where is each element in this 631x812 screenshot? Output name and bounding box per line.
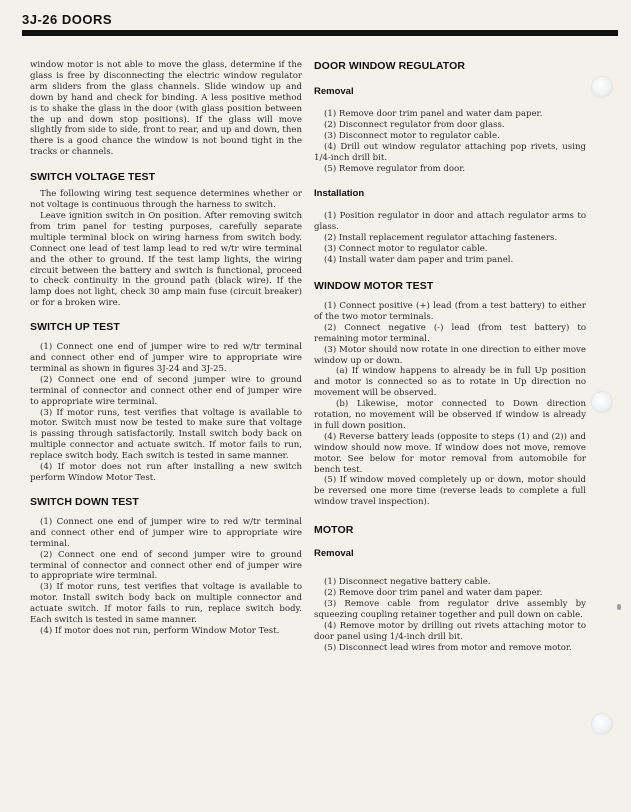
regulator-install-step-4: (4) Install water dam paper and trim panel.	[324, 255, 514, 266]
motor-test-step-3b: (b) Likewise, motor connected to Down direction rotation, no movement will be observed if window is already in full down position.	[314, 399, 586, 431]
regulator-install-heading: Installation	[314, 188, 365, 200]
edge-mark	[617, 604, 621, 610]
motor-test-heading: WINDOW MOTOR TEST	[314, 279, 434, 292]
switch-down-step-3: (3) If motor runs, test verifies that voltage is available to motor. Install switch body back on multiple connector and actuate switch. If motor fails to run, replace switch body. Each switch is tested in same manner.	[30, 582, 302, 626]
motor-removal-heading: Removal	[314, 548, 354, 560]
page-title: 3J-26 DOORS	[22, 12, 113, 27]
switch-up-step-2: (2) Connect one end of second jumper wire to ground terminal of connector and connect other end of jumper wire to appropriate wire terminal.	[30, 374, 302, 407]
motor-removal-step-3: (3) Remove cable from regulator drive assembly by squeezing coupling retainer together and pull down on cable.	[314, 599, 586, 620]
regulator-removal-step-5: (5) Remove regulator from door.	[324, 163, 466, 174]
regulator-install-step-3: (3) Connect motor to regulator cable.	[324, 244, 488, 255]
switch-voltage-heading: SWITCH VOLTAGE TEST	[30, 171, 156, 184]
punch-hole	[592, 77, 612, 97]
switch-up-step-3: (3) If motor runs, test verifies that voltage is available to motor. Switch must now be tested to make sure that voltage is passing through satisfactorily. Install switch body back on multiple connector and actuate switch. If motor fails to run, replace switch body. Each switch is tested in same manner.	[30, 407, 302, 462]
motor-test-step-2: (2) Connect negative (-) lead (from test battery) to remaining motor terminal.	[314, 322, 586, 344]
switch-down-heading: SWITCH DOWN TEST	[30, 495, 139, 508]
motor-removal-step-4: (4) Remove motor by drilling out rivets attaching motor to door panel using 1/4-inch drill bit.	[314, 620, 586, 642]
intro-paragraph: window motor is not able to move the glass, determine if the glass is free by disconnecting the electric window regulator arm sliders from the glass channels. Slide window up and down by hand and check for binding. A less positive method is to shake the glass in the door (with glass position between the up and down stop positions). If the glass will move slightly from side to side, front to rear, and up and down, then there is a good chance the window is not bound tight in the tracks or channels.	[30, 60, 302, 158]
regulator-removal-heading: Removal	[314, 86, 354, 97]
switch-down-step-4: (4) If motor does not run, perform Window Motor Test.	[40, 625, 280, 636]
right-column	[314, 60, 586, 654]
regulator-install-step-2: (2) Install replacement regulator attaching fasteners.	[324, 233, 558, 244]
motor-removal-step-5: (5) Disconnect lead wires from motor and remove motor.	[324, 642, 572, 653]
switch-voltage-p1: The following wiring test sequence determines whether or not voltage is continuous through the harness to switch.	[30, 189, 302, 211]
punch-hole	[592, 392, 612, 412]
switch-up-step-1: (1) Connect one end of jumper wire to red w/tr terminal and connect other end of jumper wire to appropriate wire terminal as shown in figures 3J-24 and 3J-25.	[30, 342, 302, 374]
motor-removal-step-1: (1) Disconnect negative battery cable.	[324, 577, 491, 588]
punch-hole	[592, 714, 612, 734]
page-header	[22, 12, 618, 42]
motor-heading: MOTOR	[314, 524, 354, 537]
switch-up-heading: SWITCH UP TEST	[30, 321, 120, 334]
switch-up-step-4: (4) If motor does not run after installing a new switch perform Window Motor Test.	[30, 462, 302, 483]
regulator-heading: DOOR WINDOW REGULATOR	[314, 60, 466, 72]
regulator-removal-step-1: (1) Remove door trim panel and water dam paper.	[324, 109, 543, 119]
left-column	[30, 60, 302, 637]
header-rule	[22, 30, 618, 36]
motor-test-step-4: (4) Reverse battery leads (opposite to steps (1) and (2)) and window should now move. If window does not move, remove motor. See below for motor removal from automobile for bench test.	[314, 431, 586, 475]
regulator-removal-step-2: (2) Disconnect regulator from door glass.	[324, 119, 505, 130]
switch-down-step-1: (1) Connect one end of jumper wire to red w/tr terminal and connect other end of jumper wire to appropriate wire terminal.	[30, 516, 302, 549]
regulator-removal-step-3: (3) Disconnect motor to regulator cable.	[324, 130, 500, 141]
regulator-install-step-1: (1) Position regulator in door and attach regulator arms to glass.	[314, 211, 586, 233]
motor-test-step-5: (5) If window moved completely up or down, motor should be reversed one more time (reverse leads to complete a full window travel inspection).	[314, 475, 586, 508]
switch-voltage-p2: Leave ignition switch in On position. After removing switch from trim panel for testing purposes, carefully separate multiple terminal block on wiring harness from switch body. Connect one lead of test lamp lead to red w/tr wire terminal and the other to ground. If the test lamp lights, the wiring circuit between the battery and switch is functional, proceed to check continuity in the ground path (black wire). If the lamp does not light, check 30 amp main fuse (circuit breaker) or for a broken wire.	[30, 210, 302, 309]
motor-test-step-3a: (a) If window happens to already be in full Up position and motor is connected so as to rotate in Up direction no movement will be observed.	[314, 366, 586, 399]
regulator-removal-step-4: (4) Drill out window regulator attaching pop rivets, using 1/4-inch drill bit.	[314, 141, 586, 163]
motor-removal-step-2: (2) Remove door trim panel and water dam paper.	[324, 588, 543, 599]
switch-down-step-2: (2) Connect one end of second jumper wire to ground terminal of connector and connect other end of jumper wire to appropriate wire terminal.	[30, 549, 302, 582]
motor-test-step-1: (1) Connect positive (+) lead (from a test battery) to either of the two motor terminals.	[314, 300, 586, 322]
motor-test-step-3: (3) Motor should now rotate in one direction to either move window up or down.	[314, 344, 586, 366]
